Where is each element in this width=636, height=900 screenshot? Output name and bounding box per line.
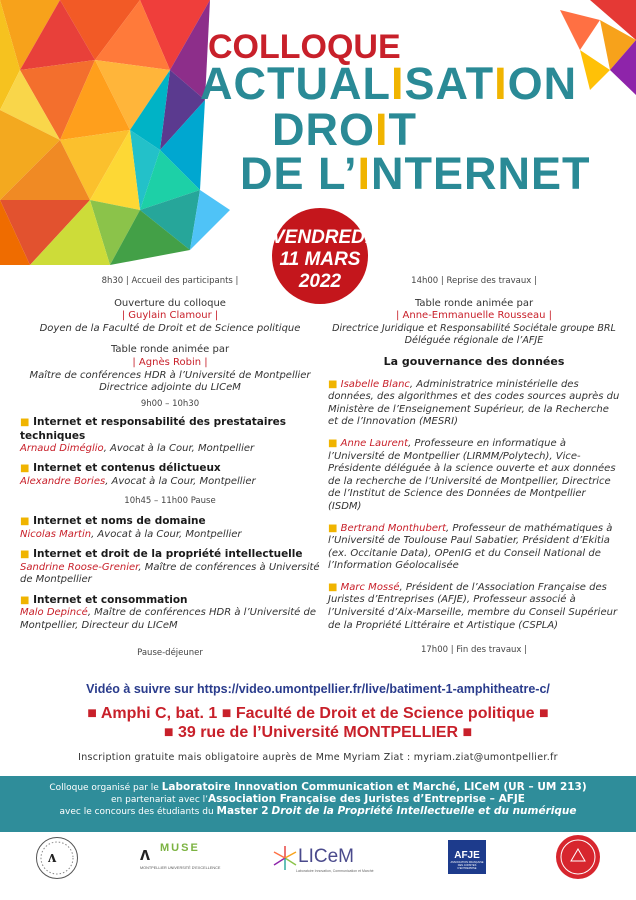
licem-star-icon	[272, 845, 298, 871]
talk-item: ■ Internet et contenus délictueux Alexandre Bories, Avocat à la Cour, Montpellier	[20, 462, 256, 487]
round-table-label: Table ronde animée par	[414, 297, 534, 309]
round-table-moderator: | Agnès Robin |	[132, 356, 208, 368]
title-line-actualisation: ACTUALISATION	[200, 58, 578, 109]
colloque-heading: COLLOQUE	[208, 28, 401, 66]
date-year: 2022	[298, 271, 342, 292]
afternoon-program	[328, 275, 620, 657]
bullet-icon: ■	[221, 705, 232, 722]
university-seal-logo: ᴧ	[36, 837, 78, 879]
location-address: 39 rue de l’Université MONTPELLIER	[177, 724, 459, 741]
title-line-internet: DE L’INTERNET	[240, 148, 591, 199]
muse-logo: ᴧ MUSE MONTPELLIER UNIVERSITÉ D’EXCELLENCE	[140, 842, 221, 870]
seal-ring-icon	[37, 838, 77, 878]
speaker-item: ■ Marc Mossé, Président de l’Association Française des Juristes d’Entreprises (AFJE), Professeur associé à l’Université d’Aix-Marseille, membre du Conseil Supérieur de la Propriété Littéraire et Artistique (CSPLA)	[328, 581, 618, 631]
talk-item: ■ Internet et consommation Malo Depincé, Maître de conférences HDR à l’Université de Montpellier, Directeur du LICeM	[20, 593, 316, 632]
location-faculty: Faculté de Droit et de Science politique	[235, 705, 535, 722]
end-time: 17h00 | Fin des travaux |	[420, 645, 528, 656]
resume-time: 14h00 | Reprise des travaux |	[411, 276, 537, 286]
welcome-time: 8h30 | Accueil des participants |	[101, 276, 239, 286]
bullet-icon: ■	[328, 437, 338, 449]
talk-item: ■ Internet et droit de la propriété intellectuelle Sandrine Roose-Grenier, Maître de conférences à Université de Montpellier	[20, 548, 320, 586]
opening-label: Ouverture du colloque	[114, 297, 226, 309]
date-day-month: 11 MARS	[279, 249, 361, 270]
bullet-icon: ■	[20, 463, 30, 475]
licem-logo: LICeM Laboratoire Innovation, Communication et Marché	[272, 843, 354, 877]
round-table-moderator: | Anne-Emmanuelle Rousseau |	[395, 310, 552, 322]
speaker-item: ■ Bertrand Monthubert, Professeur de mathématiques à l’Université de Toulouse Paul Sabatier, Président d’Ekitia (ex. Occitanie Data), OPenIG et du Conseil National de l’Information Géolocalisée	[328, 522, 613, 572]
topic-heading: La gouvernance des données	[383, 354, 565, 368]
faculty-seal-logo	[556, 835, 600, 879]
bullet-icon: ■	[328, 581, 338, 593]
opening-speaker: | Guylain Clamour |	[121, 310, 219, 322]
video-link[interactable]: Vidéo à suivre sur https://video.umontpellier.fr/live/batiment-1-amphitheatre-c/	[86, 682, 550, 696]
session-time: 9h00 – 10h30	[140, 398, 200, 409]
bullet-icon: ■	[462, 724, 473, 741]
morning-program	[20, 275, 320, 659]
bullet-icon: ■	[539, 705, 549, 722]
talk-item: ■ Internet et responsabilité des prestataires techniques Arnaud Diméglio, Avocat à la Cour, Montpellier	[20, 416, 287, 454]
partner-name: Association Française des Juristes d’Entreprise – AFJE	[208, 793, 525, 805]
speaker-item: ■ Isabelle Blanc, Administratrice ministérielle des données, des algorithmes et des codes sources auprès du Ministère de l’Enseignement Supérieur, de la Recherche et de l’Innovation (MESRI)	[328, 378, 620, 428]
organizer-name: Laboratoire Innovation Communication et Marché, LICeM (UR – UM 213)	[161, 781, 587, 793]
bullet-icon: ■	[87, 705, 97, 722]
pause-time: 10h45 – 11h00 Pause	[124, 496, 216, 507]
bullet-icon: ■	[328, 378, 338, 390]
bullet-icon: ■	[20, 594, 30, 606]
master-title: Droit de la Propriété Intellectuelle et du numérique	[271, 805, 577, 817]
opening-role: Doyen de la Faculté de Droit et de Science politique	[39, 322, 301, 334]
title-line-droit: DROIT	[272, 104, 418, 155]
bullet-icon: ■	[20, 417, 30, 429]
moderator-role-2: Directrice adjointe du LICeM	[99, 382, 241, 394]
organizer-banner: Colloque organisé par le Laboratoire Innovation Communication et Marché, LICeM (UR – UM 213) en partenariat avec l’Association Française des Juristes d’Entreprise – AFJE avec le concours des étudiants du Master 2 Droit de la Propriété Intellectuelle et du numérique	[0, 776, 636, 832]
bullet-icon: ■	[20, 515, 30, 527]
bullet-icon: ■	[328, 522, 338, 534]
afje-logo: AFJE ASSOCIATION FRANÇAISE DES JURISTES D’ENTREPRISE	[448, 840, 486, 874]
seal-emblem-icon	[556, 835, 600, 879]
moderator-role: Maître de conférences HDR à l’Université de Montpellier	[29, 369, 311, 381]
speaker-item: ■ Anne Laurent, Professeure en informatique à l’Université de Montpellier (LIRMM/Polytech), Vice-Présidente déléguée à la science ouverte et aux données de la recherche de l’Université de Montpellier, Directrice de l’Institut de Science des Données de Montpellier (ISDM)	[328, 437, 616, 512]
moderator-role: Directrice Juridique et Responsabilité Sociétale groupe BRL	[332, 322, 616, 334]
lunch-break: Pause-déjeuner	[137, 647, 203, 658]
moderator-role-2: Déléguée régionale de l’AFJE	[404, 335, 544, 347]
bullet-icon: ■	[163, 724, 174, 741]
bullet-icon: ■	[20, 549, 30, 561]
location-amphi: Amphi C, bat. 1	[100, 705, 218, 722]
date-day: VENDREDI	[272, 227, 371, 248]
talk-item: ■ Internet et noms de domaine Nicolas Martin, Avocat à la Cour, Montpellier	[20, 514, 242, 540]
inscription-note: Inscription gratuite mais obligatoire auprès de Mme Myriam Ziat : myriam.ziat@umontpellier.fr	[78, 752, 558, 763]
round-table-label: Table ronde animée par	[110, 344, 230, 356]
location-block	[0, 704, 636, 742]
